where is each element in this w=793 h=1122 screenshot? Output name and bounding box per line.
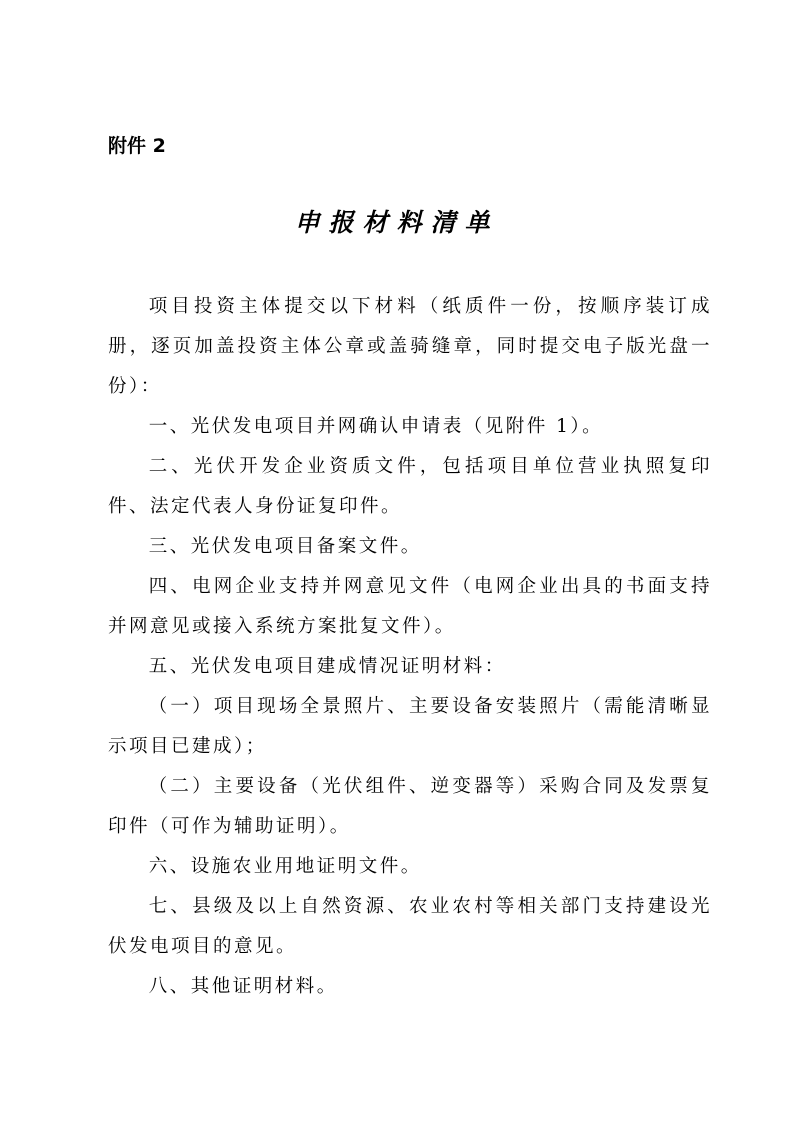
intro-paragraph: 项目投资主体提交以下材料（纸质件一份，按顺序装订成册，逐页加盖投资主体公章或盖骑缝章，同时提交电子版光盘一份）： xyxy=(108,296,712,397)
list-item: 一、光伏发电项目并网确认申请表（见附件 1）。 xyxy=(148,416,604,437)
document-body xyxy=(108,287,712,1007)
list-item: 三、光伏发电项目备案文件。 xyxy=(148,536,422,557)
sub-list-item: （一）项目现场全景照片、主要设备安装照片（需能清晰显示项目已建成）； xyxy=(108,696,712,757)
sub-list-item: （二）主要设备（光伏组件、逆变器等）采购合同及发票复印件（可作为辅助证明）。 xyxy=(108,776,712,837)
list-item: 四、电网企业支持并网意见文件（电网企业出具的书面支持并网意见或接入系统方案批复文件）。 xyxy=(108,576,712,637)
list-item: 八、其他证明材料。 xyxy=(148,976,338,997)
list-item: 五、光伏发电项目建成情况证明材料： xyxy=(148,656,506,677)
list-item: 六、设施农业用地证明文件。 xyxy=(148,856,422,877)
document-title: 申报材料清单 xyxy=(294,208,499,237)
list-item: 七、县级及以上自然资源、农业农村等相关部门支持建设光伏发电项目的意见。 xyxy=(108,896,712,957)
list-item: 二、光伏开发企业资质文件，包括项目单位营业执照复印件、法定代表人身份证复印件。 xyxy=(108,456,712,517)
attachment-label: 附件 2 xyxy=(108,135,166,157)
